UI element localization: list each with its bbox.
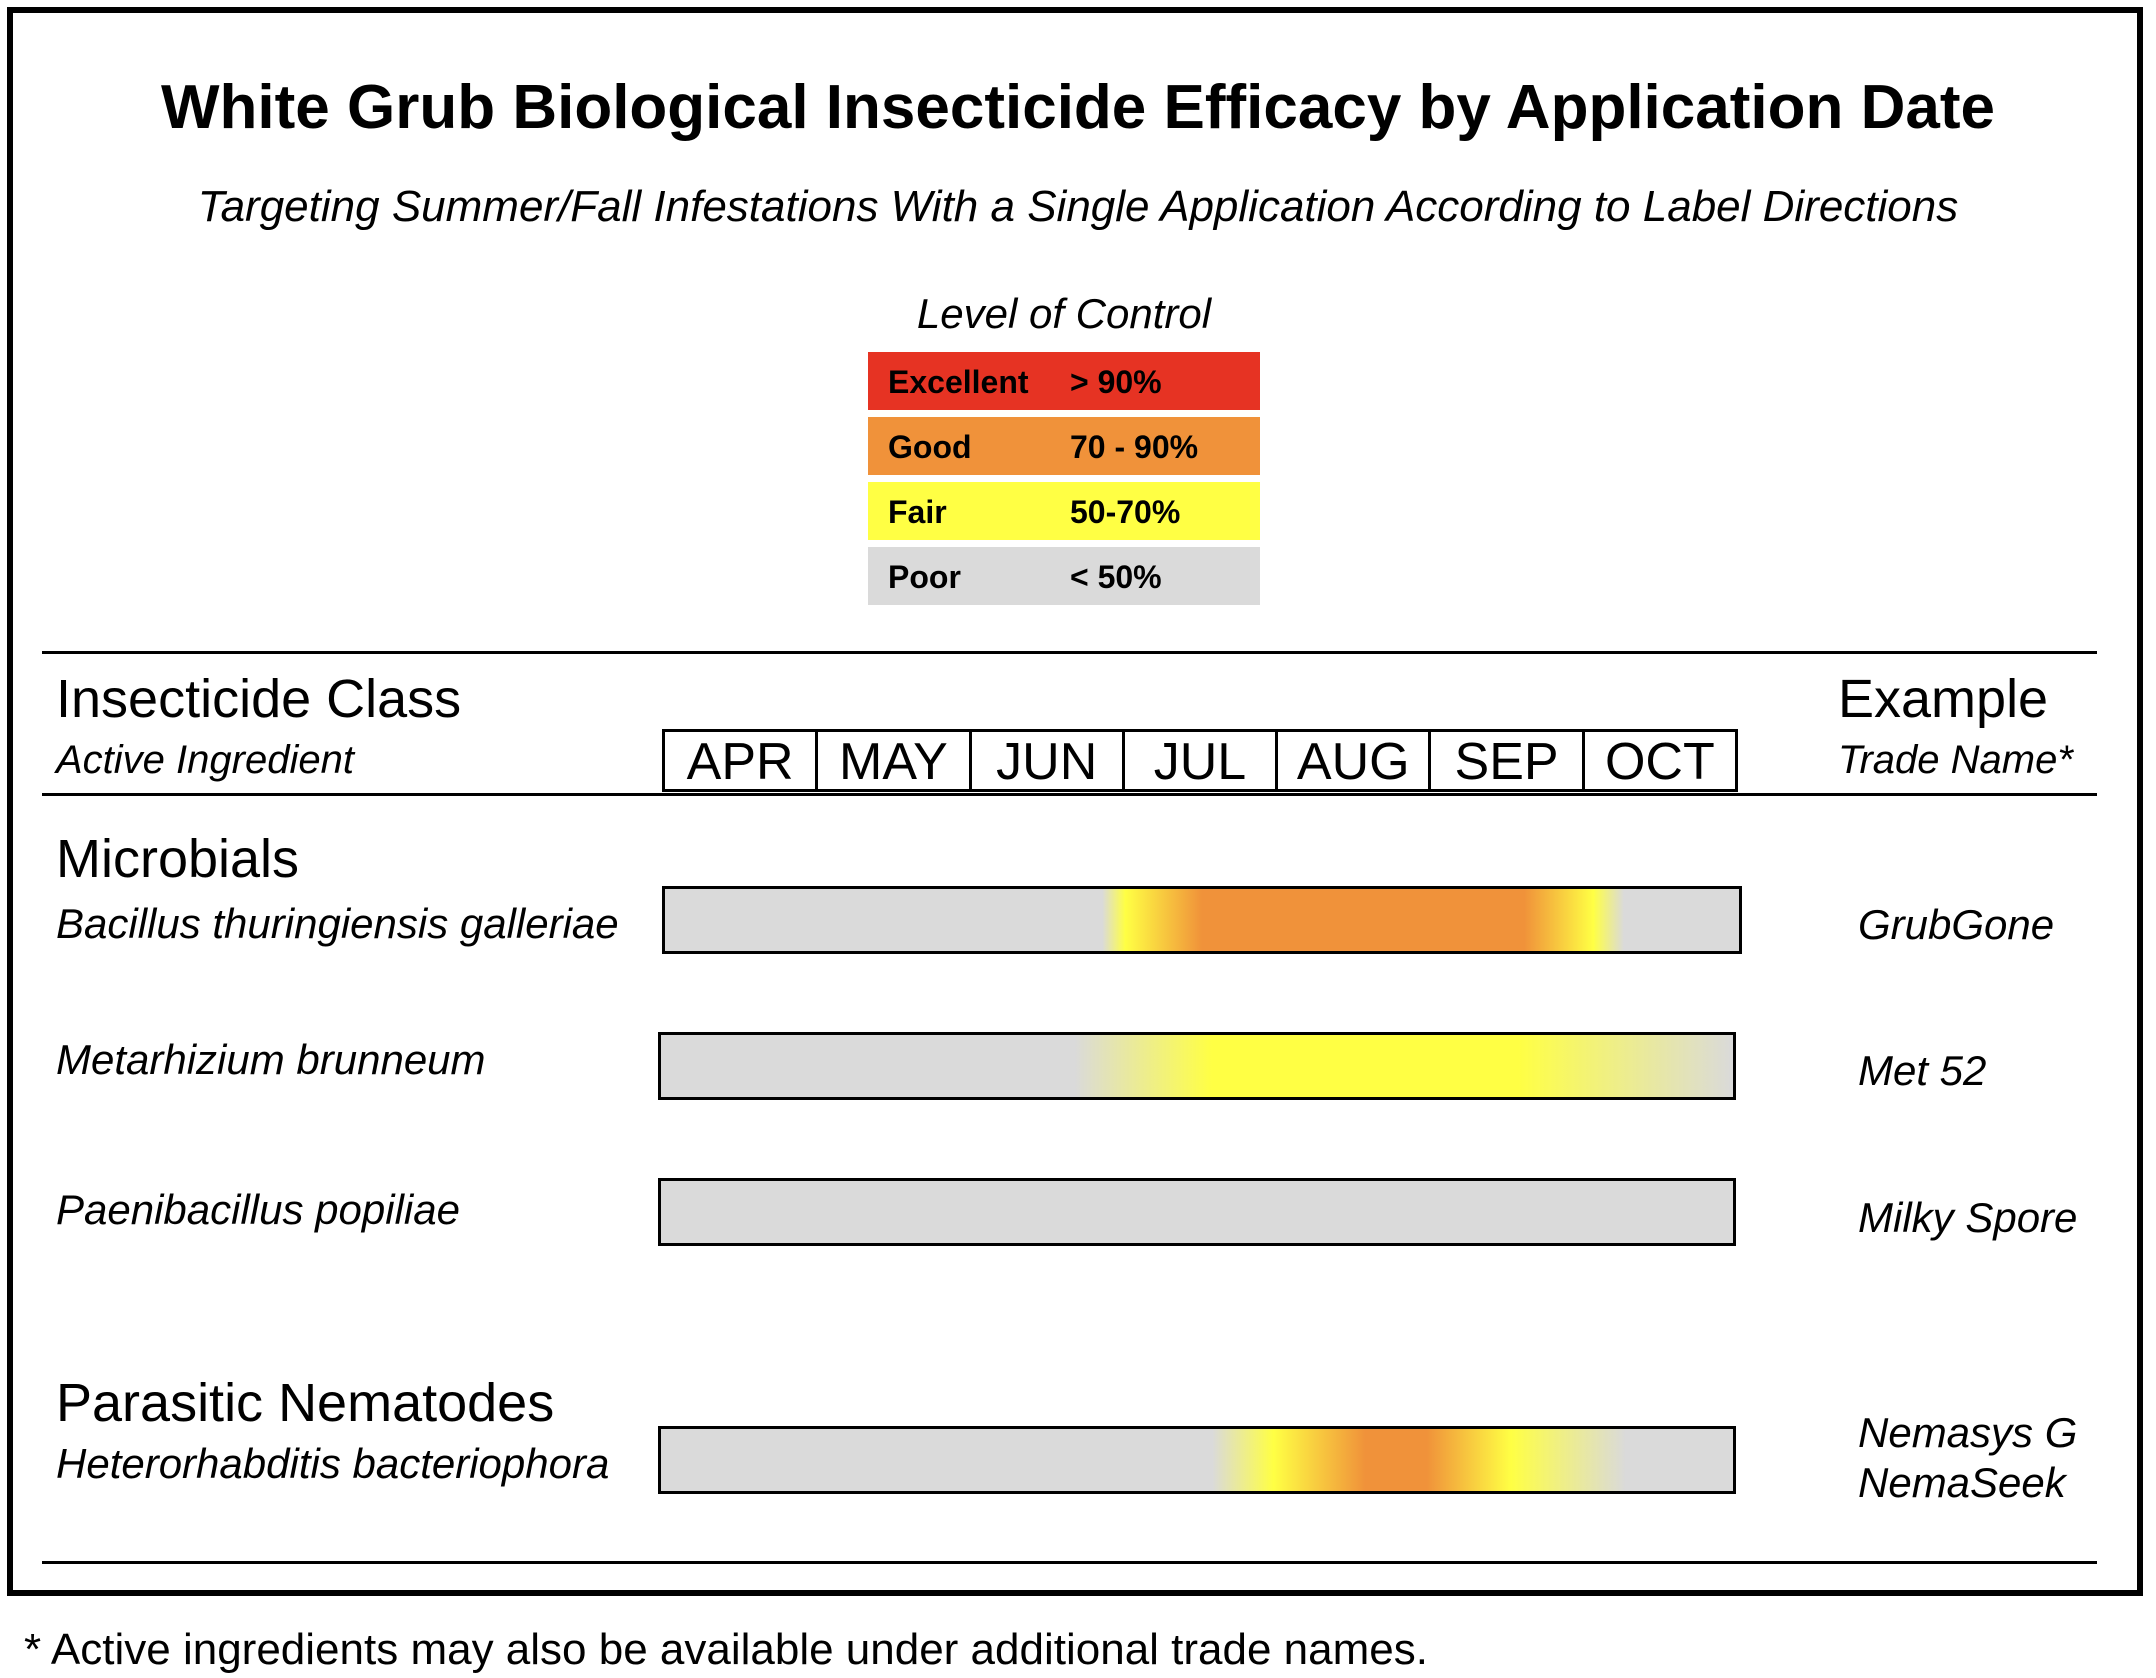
divider-bottom — [42, 1561, 2097, 1564]
chart-subtitle: Targeting Summer/Fall Infestations With a Single Application According to Label Directions — [197, 182, 1959, 231]
month-tick-label: MAY — [815, 732, 968, 789]
efficacy-bar — [662, 886, 1742, 954]
month-tick-label: OCT — [1582, 732, 1735, 789]
legend-item-poor — [868, 547, 1260, 605]
trade-name: Nemasys G — [1858, 1409, 2078, 1456]
active-ingredient-label: Bacillus thuringiensis galleriae — [56, 900, 619, 947]
active-ingredient-label: Metarhizium brunneum — [56, 1036, 486, 1083]
divider-top — [42, 651, 2097, 654]
legend-item-good — [868, 417, 1260, 475]
legend-range: > 90% — [1070, 364, 1162, 400]
efficacy-bar — [658, 1426, 1736, 1494]
month-tick-label: JUN — [969, 732, 1122, 789]
header-example: Example — [1838, 669, 2049, 729]
group-label-parasitic-nematodes: Parasitic Nematodes — [56, 1373, 555, 1433]
group-label-microbials: Microbials — [56, 829, 300, 889]
header-insecticide-class: Insecticide Class — [56, 669, 462, 729]
legend-label: Fair — [888, 494, 947, 530]
header-active-ingredient: Active Ingredient — [56, 738, 354, 782]
legend-range: 50-70% — [1070, 494, 1181, 530]
trade-name: Met 52 — [1858, 1047, 1987, 1094]
legend-item-excellent — [868, 352, 1260, 410]
month-tick-label: APR — [686, 733, 794, 791]
header-trade-name: Trade Name* — [1838, 738, 2073, 782]
legend-label: Good — [888, 429, 972, 465]
divider-header — [42, 793, 2097, 796]
month-axis — [662, 729, 1738, 792]
legend-label: Poor — [888, 559, 961, 595]
active-ingredient-label: Heterorhabditis bacteriophora — [56, 1440, 610, 1487]
month-tick-label: SEP — [1428, 732, 1581, 789]
efficacy-bar — [658, 1178, 1736, 1246]
active-ingredient-label: Paenibacillus popiliae — [56, 1186, 460, 1233]
trade-name: Milky Spore — [1858, 1194, 2078, 1241]
trade-name: NemaSeek — [1858, 1459, 2066, 1506]
legend-title: Level of Control — [916, 290, 1212, 337]
legend-label: Excellent — [888, 364, 1029, 400]
chart-title: White Grub Biological Insecticide Efficacy by Application Date — [161, 73, 1995, 142]
efficacy-bar — [658, 1032, 1736, 1100]
month-tick-label: AUG — [1275, 732, 1428, 789]
legend-range: 70 - 90% — [1070, 429, 1199, 465]
chart-frame — [7, 7, 2143, 1596]
footnote: * Active ingredients may also be available under additional trade names. — [24, 1625, 1428, 1674]
legend-range: < 50% — [1070, 559, 1162, 595]
legend-item-fair — [868, 482, 1260, 540]
month-tick-label: JUL — [1122, 732, 1275, 789]
trade-name: GrubGone — [1858, 901, 2055, 948]
